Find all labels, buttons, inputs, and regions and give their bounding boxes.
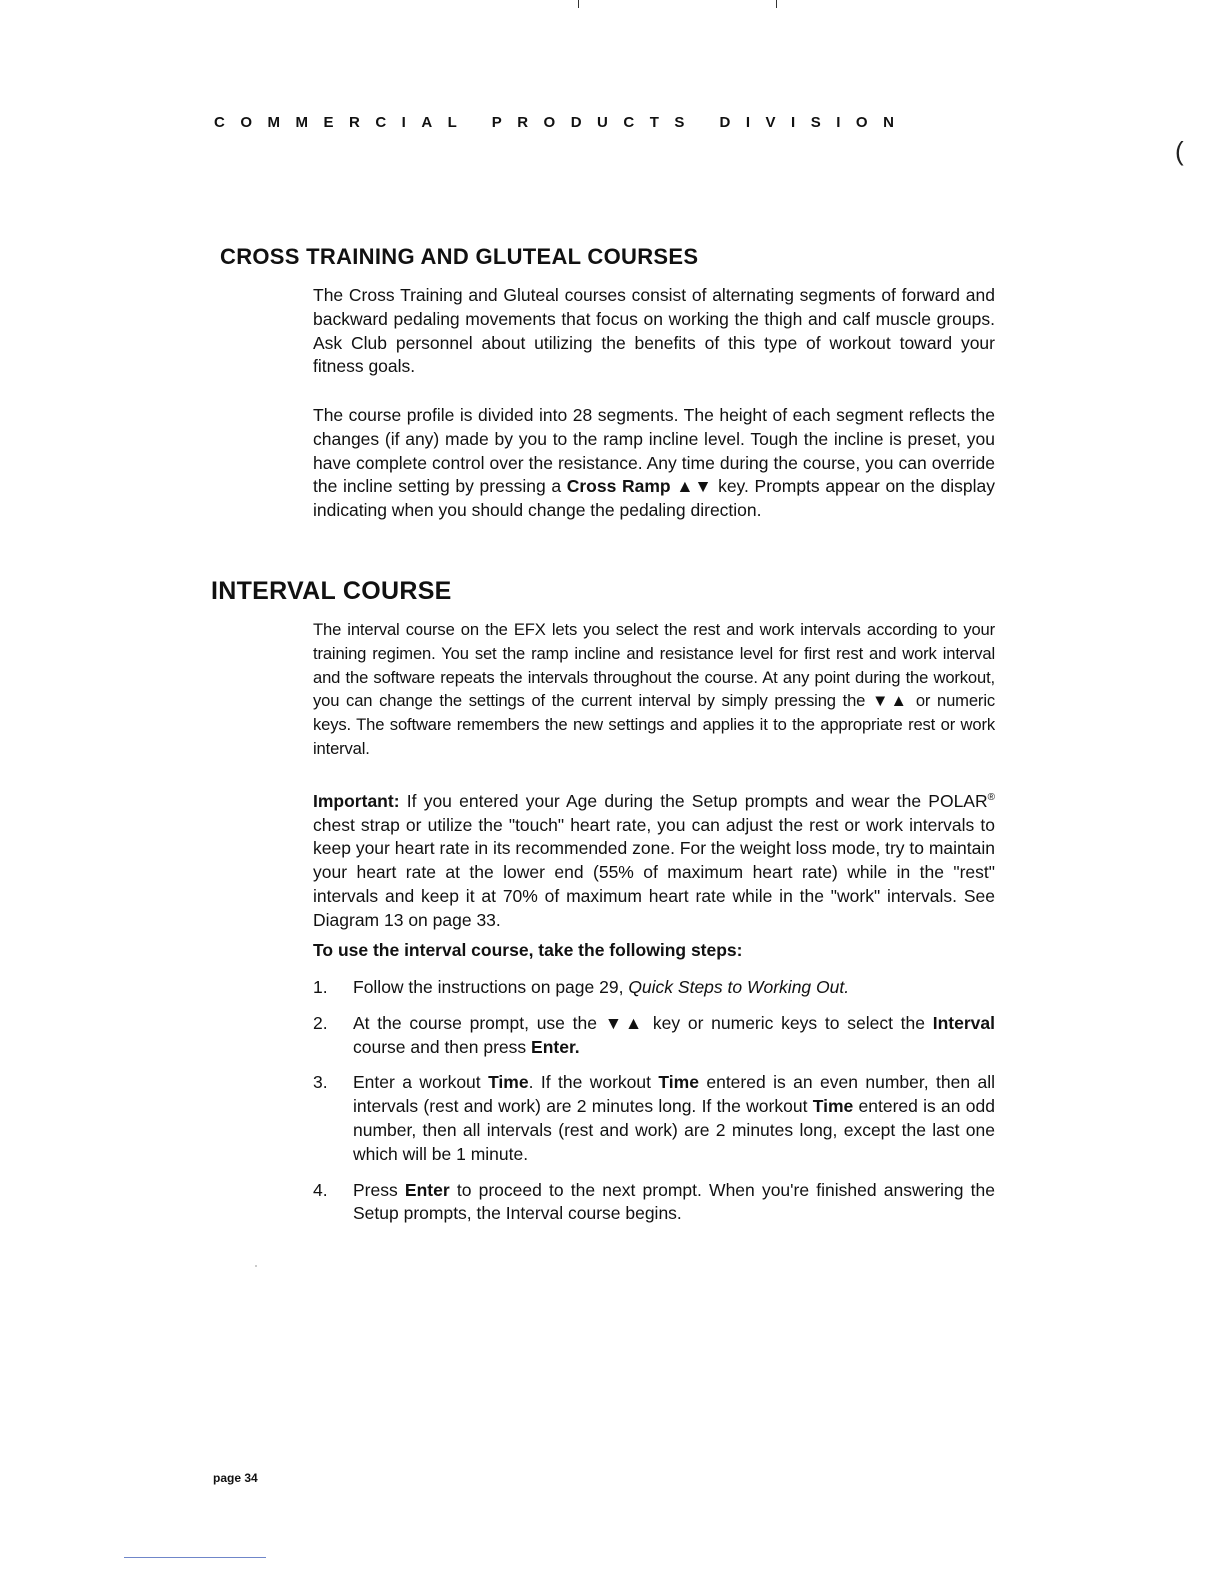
- step-number: 3.: [313, 1072, 328, 1093]
- important-label: Important:: [313, 790, 400, 811]
- cross-training-heading: CROSS TRAINING AND GLUTEAL COURSES: [220, 244, 699, 269]
- list-item: [313, 1179, 995, 1227]
- step-number: 2.: [313, 1012, 328, 1033]
- list-item: [313, 1012, 995, 1060]
- cross-training-paragraph-2: The course profile is divided into 28 segments. The height of each segment reflects the changes (if any) made by you to the ramp incline level. Tough the incline is preset, you have complete control over the resistance. Any time during the course, you can override the incline setting by pressing a Cross Ramp ▲▼ key. Prompts appear on the display indicating when you should change the pedaling direction.: [313, 405, 995, 521]
- division-header: COMMERCIAL PRODUCTS DIVISION: [214, 114, 910, 131]
- step-text: Follow the instructions on page 29, Quick Steps to Working Out.: [353, 977, 850, 997]
- cross-training-paragraph-1: The Cross Training and Gluteal courses consist of alternating segments of forward and backward pedaling movements that focus on working the thigh and calf muscle groups. Ask Club personnel about utilizing the benefits of this type of workout toward your fitness goals.: [313, 285, 995, 377]
- list-item: [313, 976, 995, 1000]
- scan-tick-right: [776, 0, 777, 8]
- step-number: 1.: [313, 977, 328, 997]
- cross-ramp-key: Cross Ramp ▲▼: [566, 476, 713, 497]
- step-text: Enter a workout Time. If the workout Time entered is an even number, then all intervals (rest and work) are 2 minutes long. If the workout Time entered is an odd number, then all intervals (rest and work) are 2 minutes long, except the last one which will be 1 minute.: [353, 1072, 996, 1164]
- list-item: [313, 1071, 995, 1166]
- scan-tick-left: [578, 0, 579, 8]
- page-number: page 34: [213, 1471, 258, 1485]
- step-text: At the course prompt, use the ▼▲ key or numeric keys to select the Interval course and then press Enter.: [353, 1012, 995, 1057]
- step-number: 4.: [313, 1179, 328, 1200]
- bottom-rule: [124, 1557, 266, 1558]
- steps-list: [313, 976, 995, 1238]
- important-note: Important: If you entered your Age during the Setup prompts and wear the POLAR® chest strap or utilize the "touch" heart rate, you can adjust the rest or work intervals to keep your heart rate in its recommended zone. For the weight loss mode, try to maintain your heart rate at the lower end (55% of maximum heart rate) while in the "rest" intervals and keep it at 70% of maximum heart rate while in the "work" intervals. See Diagram 13 on page 33.: [313, 790, 995, 930]
- interval-paragraph-1: The interval course on the EFX lets you select the rest and work intervals according to your training regimen. You set the ramp incline and resistance level for first rest and work interval and the software repeats the intervals throughout the course. At any point during the workout, you can change the settings of the current interval by simply pressing the ▼▲ or numeric keys. The software remembers the new settings and applies it to the appropriate rest or work interval.: [313, 620, 995, 758]
- margin-mark: (: [1175, 136, 1184, 166]
- step-text: Press Enter to proceed to the next prompt. When you're finished answering the Setup prompts, the Interval course begins.: [353, 1179, 995, 1224]
- interval-course-heading: INTERVAL COURSE: [211, 577, 452, 605]
- scan-speck: [255, 1265, 257, 1267]
- steps-title: To use the interval course, take the following steps:: [313, 940, 743, 960]
